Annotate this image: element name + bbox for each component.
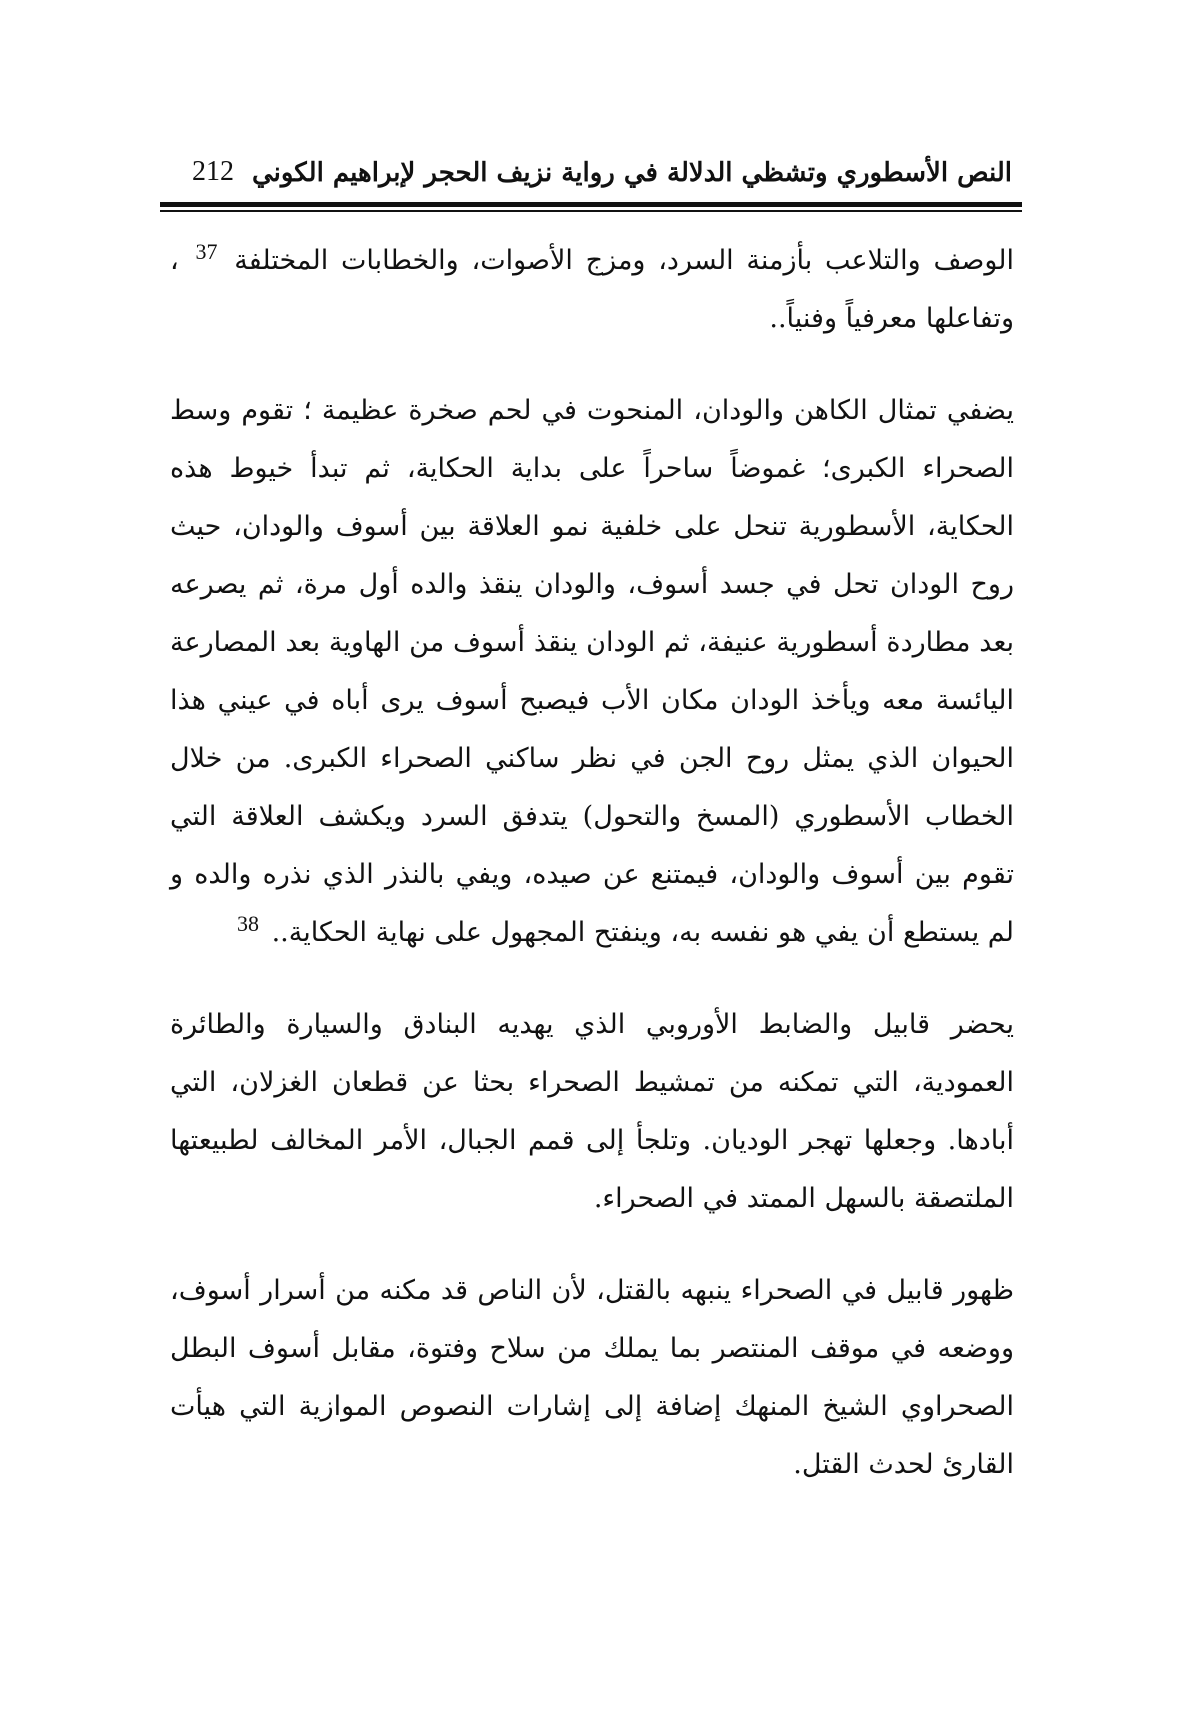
running-title: النص الأسطوري وتشظي الدلالة في رواية نزيف الحجر لإبراهيم الكوني (251, 158, 1012, 188)
header-rule-thin (160, 210, 1022, 212)
footnote-ref-37: 37 (195, 239, 218, 264)
book-page (160, 140, 1022, 1640)
paragraph-3: يحضر قابيل والضابط الأوروبي الذي يهديه البنادق والسيارة والطائرة العمودية، التي تمكنه من تمشيط الصحراء بحثا عن قطعان الغزلان، التي أبادها. وجعلها تهجر الوديان. وتلجأ إلى قمم الجبال، الأمر المخالف لطبيعتها الملتصقة بالسهل الممتد في الصحراء. (170, 1009, 1014, 1214)
paragraph-4: ظهور قابيل في الصحراء ينبهه بالقتل، لأن الناص قد مكنه من أسرار أسوف، ووضعه في موقف المنتصر بما يملك من سلاح وفتوة، مقابل أسوف البطل الصحراوي الشيخ المنهك إضافة إلى إشارات النصوص الموازية التي هيأت القارئ لحدث القتل. (170, 1275, 1014, 1480)
paragraph-2 (170, 382, 1014, 962)
paragraph-1 (170, 232, 1014, 348)
paragraph-2-text: يضفي تمثال الكاهن والودان، المنحوت في لحم صخرة عظيمة ؛ تقوم وسط الصحراء الكبرى؛ غموضاً ساحراً على بداية الحكاية، ثم تبدأ خيوط هذه الحكاية، الأسطورية تنحل على خلفية نمو العلاقة بين أسوف والودان، حيث روح الودان تحل في جسد أسوف، والودان ينقذ والده أول مرة، ثم يصرعه بعد مطاردة أسطورية عنيفة، ثم الودان ينقذ أسوف من الهاوية بعد المصارعة اليائسة معه ويأخذ الودان مكان الأب فيصبح أسوف يرى أباه في عيني هذا الحيوان الذي يمثل روح الجن في نظر ساكني الصحراء الكبرى. من خلال الخطاب الأسطوري (المسخ والتحول) يتدفق السرد ويكشف العلاقة التي تقوم بين أسوف والودان، فيمتنع عن صيده، ويفي بالنذر الذي نذره والده و لم يستطع أن يفي هو نفسه به، وينفتح المجهول على نهاية الحكاية.. (170, 395, 1014, 948)
paragraph-1-text-before: الوصف والتلاعب بأزمنة السرد، ومزج الأصوات، والخطابات المختلفة (234, 245, 1014, 276)
header-rule-thick (160, 202, 1022, 207)
page-number: 212 (192, 156, 234, 187)
running-header (160, 140, 1022, 198)
paragraph-1-text-after: ، وتفاعلها معرفياً وفنياً.. (170, 245, 1014, 334)
footnote-ref-38: 38 (237, 911, 259, 936)
body-text (170, 232, 1014, 1528)
